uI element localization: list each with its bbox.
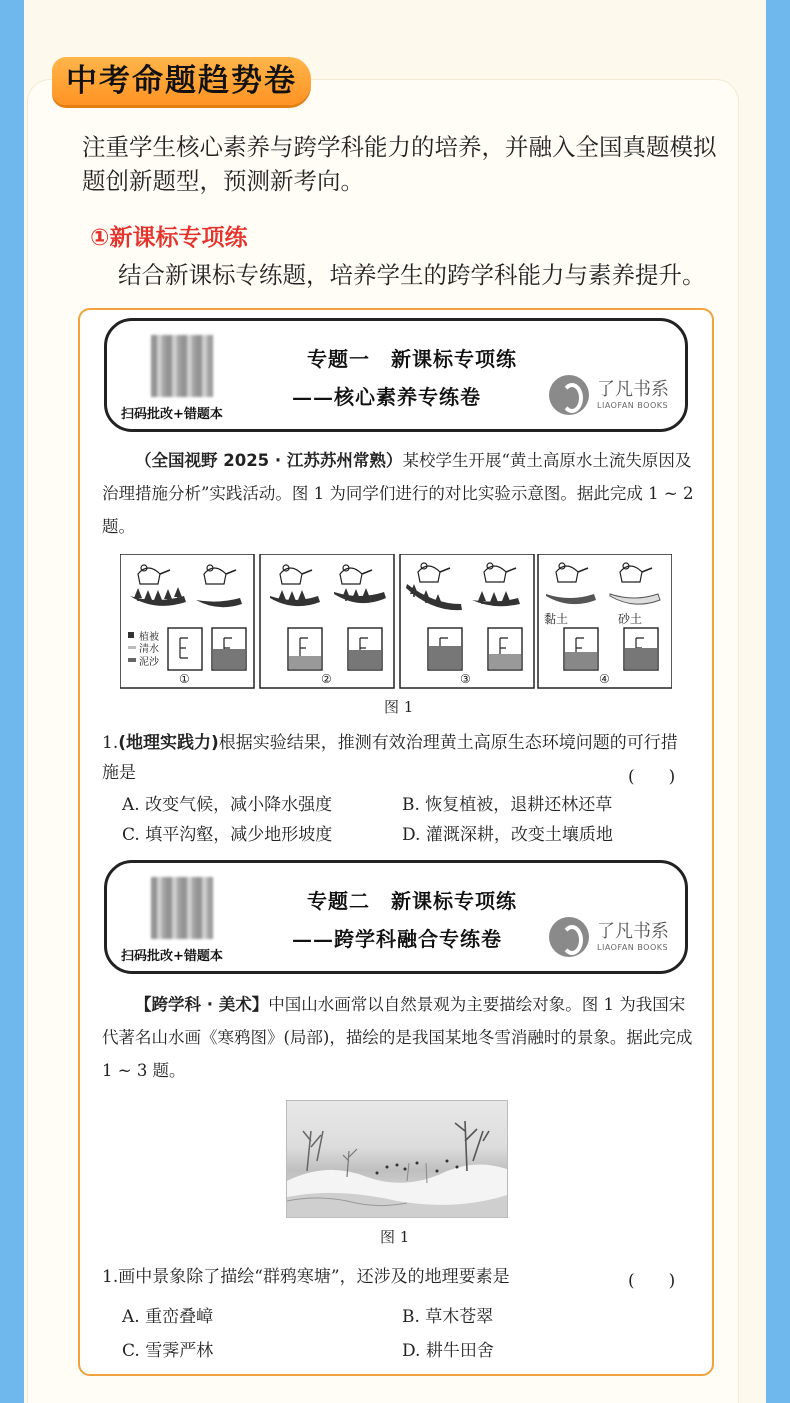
- panel-number-4: ④: [599, 672, 610, 686]
- logo-text: 了凡书系: [597, 921, 669, 942]
- banner-title: 专题一 新课标专项练: [307, 347, 517, 371]
- figure-caption-2: 图 1: [380, 1228, 410, 1246]
- question-1-answer-paren: ( ): [628, 767, 676, 787]
- question-1-tag: (地理实践力): [118, 733, 219, 753]
- option-b[interactable]: B. 草木苍翠: [402, 1307, 494, 1327]
- qr-code-icon[interactable]: [151, 335, 213, 397]
- question-2-answer-paren: ( ): [628, 1271, 676, 1291]
- intro-text: 注重学生核心素养与跨学科能力的培养，并融入全国真题模拟题创新题型，预测新考向。: [82, 133, 717, 195]
- soil-label-sand: 砂土: [618, 612, 643, 626]
- landscape-painting-image: [286, 1100, 508, 1218]
- qr-label: 扫码批改+错题本: [121, 407, 223, 422]
- panel-number-1: ①: [179, 672, 190, 686]
- question-1: [102, 728, 694, 788]
- section-description: 结合新课标专练题，培养学生的跨学科能力与素养提升。: [118, 261, 706, 289]
- passage-1: [102, 444, 694, 543]
- sample-sheet: [78, 308, 714, 1376]
- banner-subtitle: ——跨学科融合专练卷: [292, 927, 502, 951]
- question-2-stem: 画中景象除了描绘“群鸦寒塘”，还涉及的地理要素是: [118, 1267, 510, 1287]
- title-badge: 中考命题趋势卷: [52, 57, 311, 105]
- option-b[interactable]: B. 恢复植被，退耕还林还草: [402, 795, 613, 815]
- question-2: [102, 1262, 694, 1292]
- banner-title: 专题二 新课标专项练: [307, 889, 517, 913]
- banner-subtitle: ——核心素养专练卷: [292, 385, 481, 409]
- legend-vegetation: 植被: [139, 632, 159, 643]
- soil-label-clay: 黏土: [544, 612, 569, 626]
- legend-sediment: 泥沙: [139, 657, 159, 668]
- passage-2: [102, 988, 694, 1087]
- logo-subtext: LIAOFAN BOOKS: [597, 943, 669, 952]
- logo-icon: [549, 375, 589, 415]
- logo-text: 了凡书系: [597, 379, 669, 400]
- passage-1-text: 某校学生开展“黄土高原水土流失原因及治理措施分析”实践活动。图 1 为同学们进行的对比实验示意图。据此完成 1 ~ 2 题。: [102, 451, 694, 536]
- option-c[interactable]: C. 雪霁严林: [122, 1341, 214, 1361]
- question-1-number: 1.: [102, 733, 119, 753]
- publisher-logo: [549, 373, 679, 419]
- question-1-stem: 根据实验结果，推测有效治理黄土高原生态环境问题的可行措施是: [102, 733, 678, 783]
- option-d[interactable]: D. 耕牛田舍: [402, 1341, 494, 1361]
- experiment-figure: [120, 554, 672, 690]
- topic-banner-2: [104, 860, 688, 974]
- option-c[interactable]: C. 填平沟壑，减少地形坡度: [122, 825, 333, 845]
- logo-subtext: LIAOFAN BOOKS: [597, 401, 669, 410]
- option-a[interactable]: A. 改变气候，减小降水强度: [122, 795, 333, 815]
- passage-2-tag: 【跨学科 · 美术】: [135, 995, 269, 1014]
- option-d[interactable]: D. 灌溉深耕，改变土壤质地: [402, 825, 613, 845]
- question-2-number: 1.: [102, 1267, 119, 1287]
- panel-number-3: ③: [460, 672, 471, 686]
- section-title: ①新课标专项练: [90, 225, 248, 251]
- passage-2-text: 中国山水画常以自然景观为主要描绘对象。图 1 为我国宋代著名山水画《寒鸦图》(局部)，描绘的是我国某地冬雪消融时的景象。据此完成 1 ~ 3 题。: [102, 995, 693, 1080]
- publisher-logo: [549, 915, 679, 961]
- logo-icon: [549, 917, 589, 957]
- option-a[interactable]: A. 重峦叠嶂: [122, 1307, 214, 1327]
- qr-code-icon[interactable]: [151, 877, 213, 939]
- figure-caption-1: 图 1: [384, 698, 414, 716]
- panel-number-2: ②: [321, 672, 332, 686]
- legend-water: 清水: [139, 644, 159, 655]
- experiment-illustration: [120, 554, 672, 690]
- qr-label: 扫码批改+错题本: [121, 949, 223, 964]
- passage-1-tag: （全国视野 2025 · 江苏苏州常熟）: [135, 451, 403, 470]
- topic-banner-1: [104, 318, 688, 432]
